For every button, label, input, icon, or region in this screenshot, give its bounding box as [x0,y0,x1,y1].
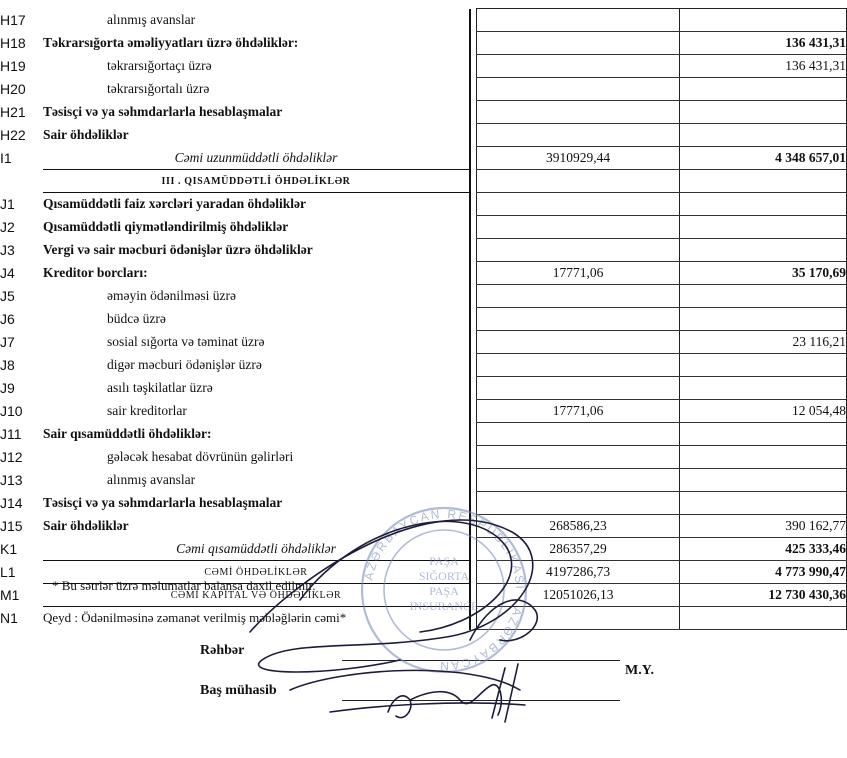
row-value-previous: 17771,06 [477,400,680,423]
row-code: J5 [0,288,15,304]
seal-center-line: PAŞA [429,554,459,568]
table-row [0,262,847,285]
table-row [0,193,847,216]
row-value-current: 425 333,46 [680,538,847,561]
row-code: J11 [0,426,22,442]
row-label: Təsisçi və ya səhmdarlarla hesablaşmalar [43,101,470,124]
row-code: J6 [0,311,15,327]
row-value-current [680,78,847,101]
accountant-signature-label: Baş mühasib [200,683,277,698]
row-label: Kreditor borcları: [43,262,470,285]
table-row [0,377,847,400]
row-code: J7 [0,334,15,350]
row-value-current [680,193,847,216]
row-code: I1 [0,150,12,166]
row-value-current: 23 116,21 [680,331,847,354]
row-label: Cəmi uzunmüddətli öhdəliklər [43,147,470,170]
row-label: sair kreditorlar [43,400,470,423]
table-row [0,124,847,147]
row-value-current: 35 170,69 [680,262,847,285]
table-row [0,492,847,515]
table-row [0,354,847,377]
table-row [0,170,847,193]
row-value-current: 390 162,77 [680,515,847,538]
row-value-previous: 286357,29 [477,538,680,561]
row-value-current [680,469,847,492]
row-value-previous [477,492,680,515]
table-body [0,9,847,630]
row-value-previous [477,446,680,469]
row-value-current [680,101,847,124]
row-code: L1 [0,564,16,580]
table-row [0,607,847,630]
row-value-previous [477,124,680,147]
row-code: J10 [0,403,23,419]
seal-place-label: M.Y. [625,663,655,678]
row-value-previous [477,308,680,331]
row-value-current [680,124,847,147]
row-value-previous [477,607,680,630]
table-row [0,331,847,354]
table-row [0,423,847,446]
row-code: J14 [0,495,23,511]
row-value-previous [477,216,680,239]
accountant-signature-line [342,700,620,701]
row-value-previous: 12051026,13 [477,584,680,607]
table-row [0,285,847,308]
head-signature-label: Rəhbər [200,643,245,658]
row-label: Təkrarsığorta əməliyyatları üzrə öhdəliklər: [43,32,470,55]
row-code: H22 [0,127,26,143]
row-value-current [680,170,847,193]
row-label: alınmış avanslar [43,469,470,492]
table-row [0,446,847,469]
row-value-previous [477,331,680,354]
row-label: alınmış avanslar [43,9,470,32]
table-row [0,538,847,561]
row-label: sosial sığorta və təminat üzrə [43,331,470,354]
row-value-previous [477,354,680,377]
row-value-previous [477,469,680,492]
row-value-previous [477,170,680,193]
row-code: H20 [0,81,26,97]
row-value-current [680,607,847,630]
row-value-current [680,285,847,308]
row-code: J2 [0,219,15,235]
table-row [0,515,847,538]
row-code: J4 [0,265,15,281]
row-value-current [680,377,847,400]
seal-center-line: PAŞA [429,584,459,598]
row-code: J12 [0,449,23,465]
row-value-previous: 268586,23 [477,515,680,538]
row-value-previous: 4197286,73 [477,561,680,584]
row-label: Təsisçi və ya səhmdarlarla hesablaşmalar [43,492,470,515]
liabilities-table [0,8,847,630]
row-value-previous [477,423,680,446]
row-label: Qısamüddətli qiymətləndirilmiş öhdəliklər [43,216,470,239]
row-value-current: 12 054,48 [680,400,847,423]
row-value-current: 12 730 430,36 [680,584,847,607]
row-label: III . QISAMÜDDƏTLİ ÖHDƏLİKLƏR [43,170,470,193]
row-code: J13 [0,472,23,488]
table-row [0,32,847,55]
row-code: H21 [0,104,26,120]
row-code: J8 [0,357,15,373]
row-value-previous: 17771,06 [477,262,680,285]
row-value-current [680,423,847,446]
row-label: təkrarsığortaçı üzrə [43,55,470,78]
row-value-current: 136 431,31 [680,55,847,78]
row-code: J15 [0,518,23,534]
table-row [0,216,847,239]
table-row [0,239,847,262]
row-code: H17 [0,12,26,28]
seal-center-line: INSURANCE [409,599,479,613]
row-label: Qısamüddətli faiz xərcləri yaradan öhdəliklər [43,193,470,216]
row-label: Cəmi qısamüddətli öhdəliklər [43,538,470,561]
row-label: Sair qısamüddətli öhdəliklər: [43,423,470,446]
footnote: * Bu sətrlər üzrə məlumatlar balansa daxil edilmir. [52,578,316,593]
row-value-previous [477,9,680,32]
row-value-current [680,354,847,377]
row-value-previous [477,55,680,78]
row-value-previous [477,239,680,262]
row-value-previous [477,32,680,55]
row-value-current [680,216,847,239]
row-value-current [680,446,847,469]
row-label: Vergi və sair məcburi ödənişlər üzrə öhdəliklər [43,239,470,262]
row-value-previous [477,78,680,101]
table-row [0,55,847,78]
row-value-previous [477,101,680,124]
table-row [0,308,847,331]
row-label: əməyin ödənilməsi üzrə [43,285,470,308]
row-label: Sair öhdəliklər [43,124,470,147]
row-label: digər məcburi ödənişlər üzrə [43,354,470,377]
row-label: CƏMİ KAPİTAL VƏ ÖHDƏLİKLƏR [43,584,470,607]
row-label: asılı təşkilatlar üzrə [43,377,470,400]
row-code: J3 [0,242,15,258]
row-value-current [680,239,847,262]
row-value-previous [477,377,680,400]
row-value-current: 136 431,31 [680,32,847,55]
table-row [0,400,847,423]
row-value-previous [477,193,680,216]
table-row [0,101,847,124]
table-row [0,9,847,32]
row-value-previous: 3910929,44 [477,147,680,170]
row-label: gələcək hesabat dövrünün gəlirləri [43,446,470,469]
row-code: N1 [0,610,18,626]
row-code [0,170,43,193]
row-code: H19 [0,58,26,74]
table-row [0,147,847,170]
row-value-previous [477,285,680,308]
row-label: büdcə üzrə [43,308,470,331]
table-row [0,469,847,492]
row-code: K1 [0,541,18,557]
row-label: təkrarsığortalı üzrə [43,78,470,101]
table-row [0,78,847,101]
row-value-current [680,308,847,331]
row-value-current: 4 773 990,47 [680,561,847,584]
row-value-current [680,9,847,32]
seal-center-line: SIĞORTA [418,569,470,583]
row-value-current: 4 348 657,01 [680,147,847,170]
row-code: J9 [0,380,15,396]
row-code: J1 [0,196,15,212]
row-code: H18 [0,35,26,51]
row-label: CƏMİ ÖHDƏLİKLƏR [43,561,470,584]
row-label: Qeyd : Ödənilməsinə zəmanət verilmiş məbləğlərin cəmi* [43,607,470,630]
head-signature-line [342,660,620,661]
row-code: M1 [0,587,20,603]
row-value-current [680,492,847,515]
seal-ring-text: AZƏRBAYCAN RESPUBLİKASI · AZƏRBAYCAN [361,506,528,674]
row-label: Sair öhdəliklər [43,515,470,538]
